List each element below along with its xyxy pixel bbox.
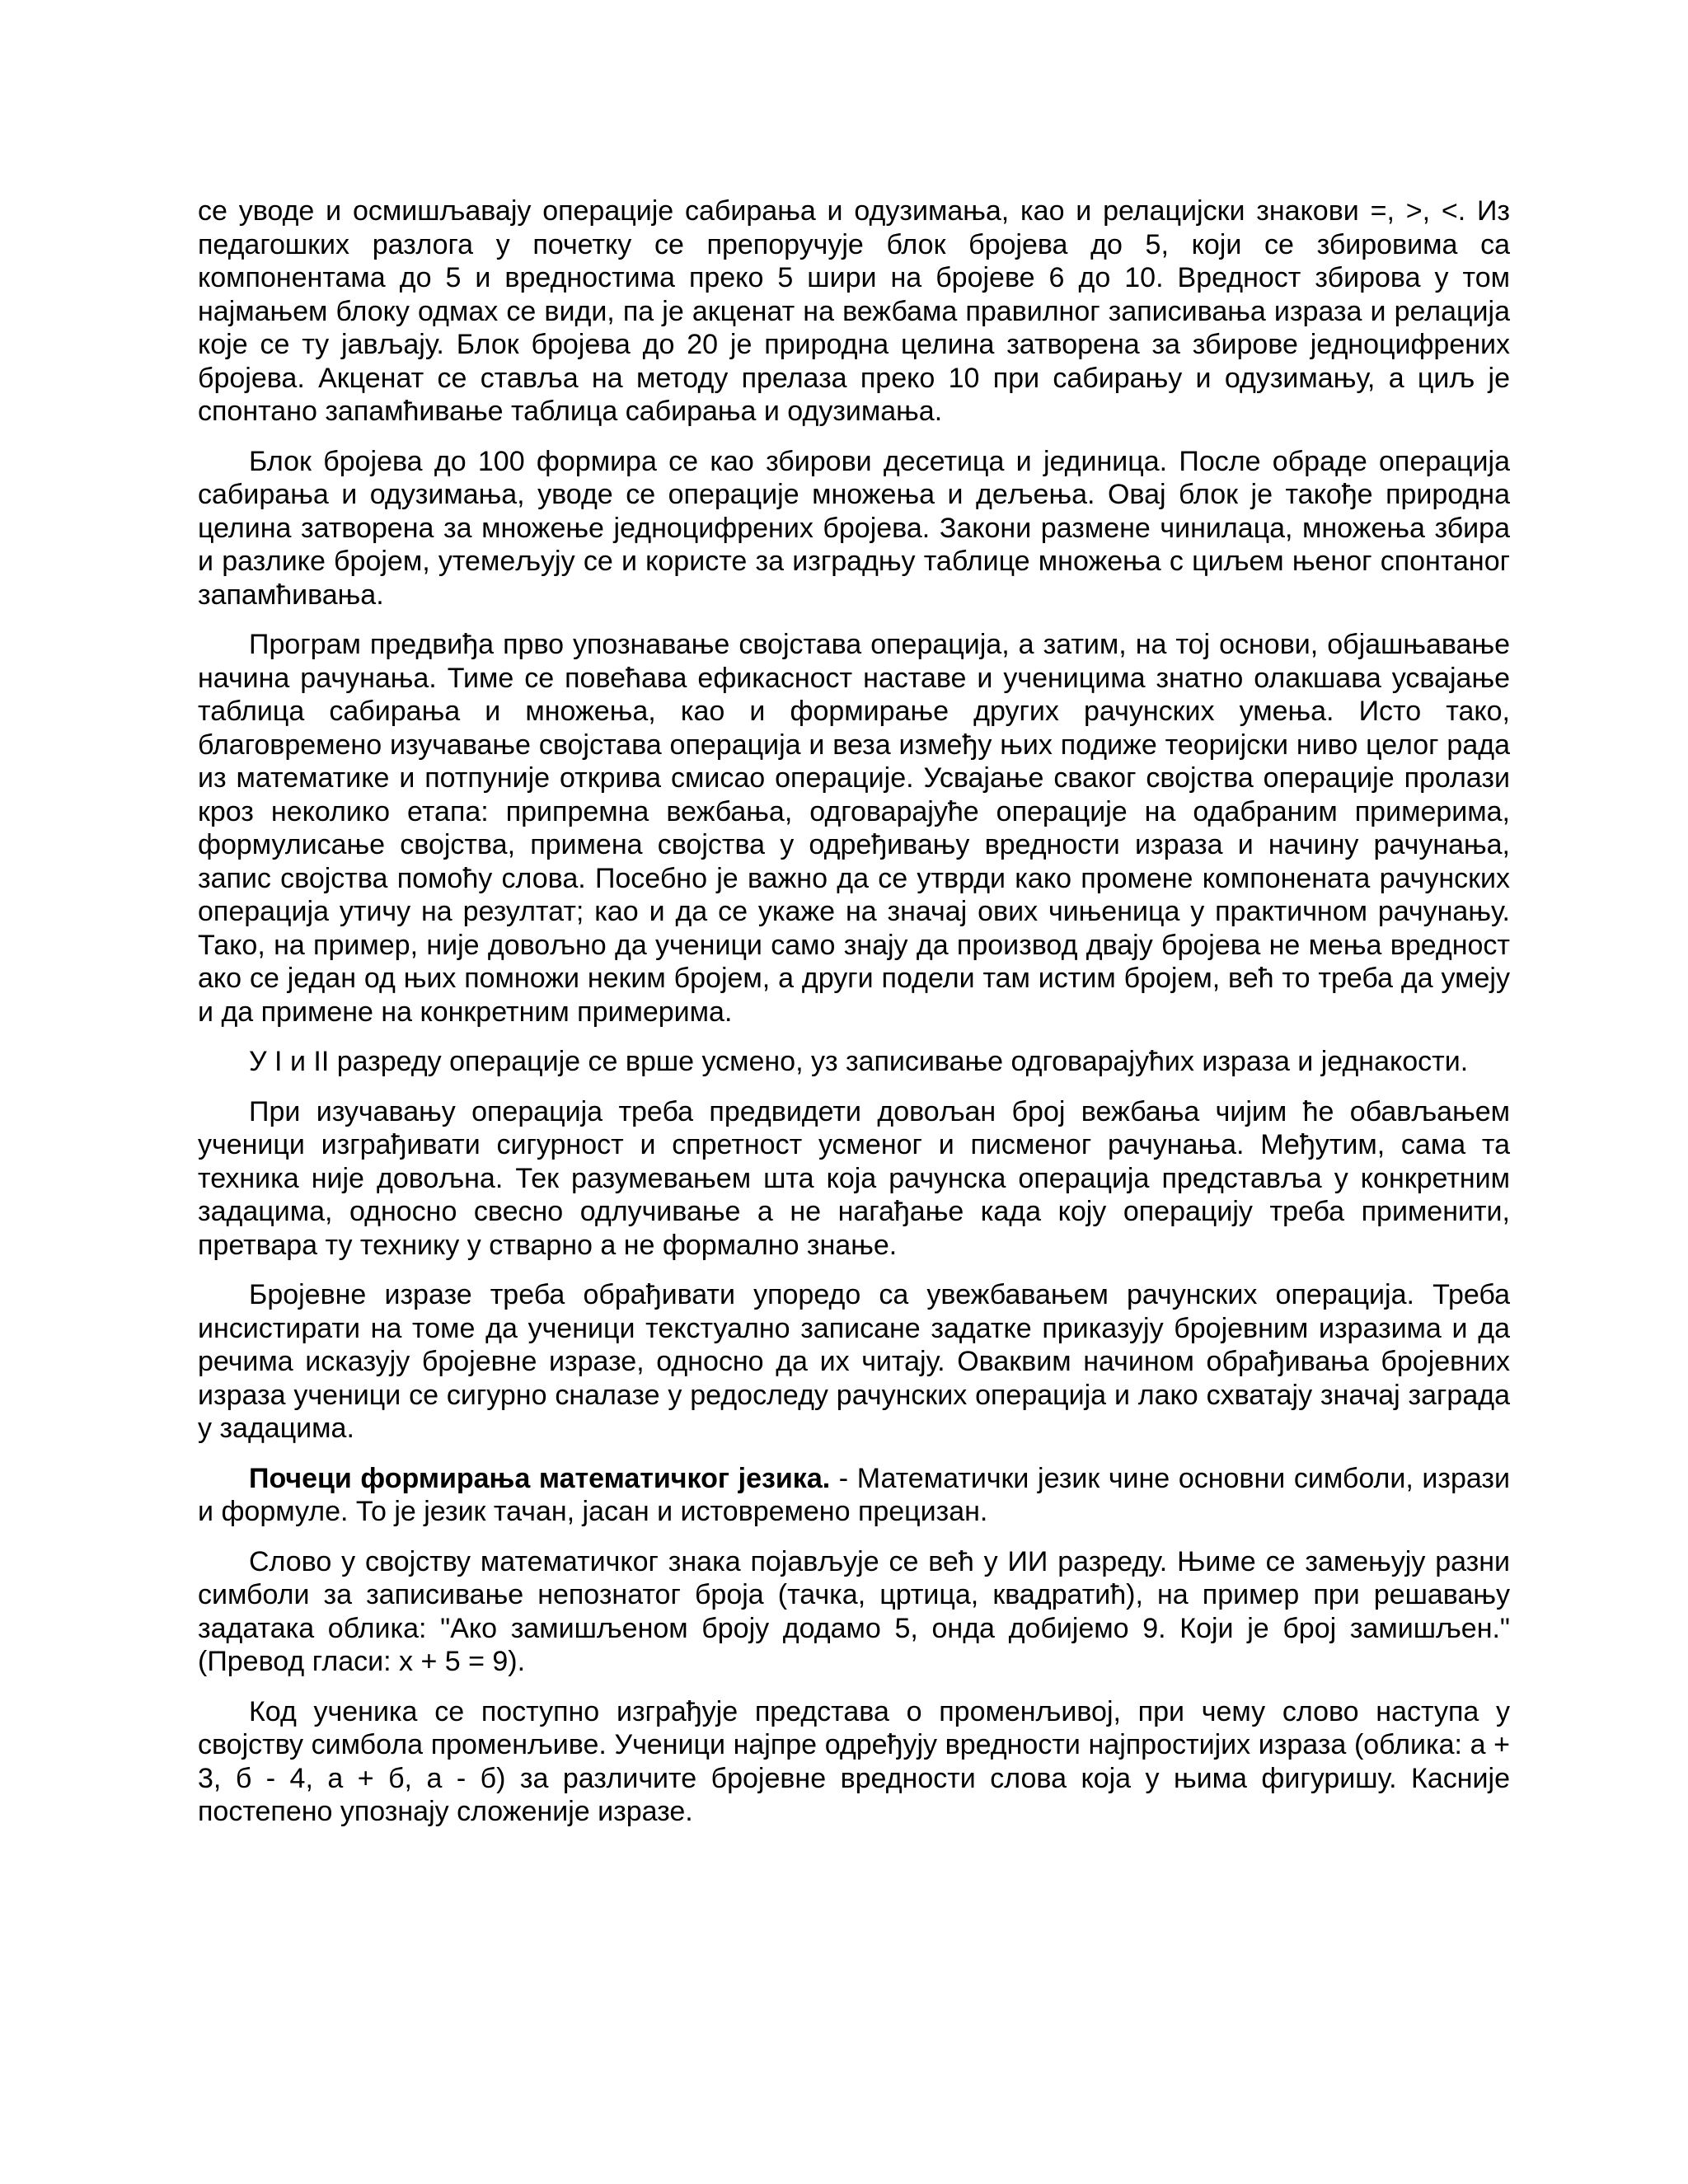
- paragraph-block-100: [198, 445, 1510, 612]
- paragraph-letter-symbol: [198, 1545, 1510, 1679]
- paragraph-text: При изучавању операција треба предвидети довољан број вежбања чијим ће обављањем ученици изграђивати сигурност и спретност усменог и писменог рачунања. Међутим, сама та техника није довољна. Тек разумевањем шта која рачунска операција представља у конкретним задацима, односно свесно одлучивање а не нагађање када коју операцију треба применити, претвара ту технику у стварно а не формално знање.: [198, 1095, 1510, 1261]
- paragraph-exercises: [198, 1095, 1510, 1263]
- document-body: [198, 194, 1510, 1845]
- paragraph-program-properties: [198, 628, 1510, 1029]
- paragraph-text: Блок бројева до 100 формира се као збирови десетица и јединица. После обраде операција сабирања и одузимања, уводе се операције множења и дељења. Овај блок је такође природна целина затворена за множење једноцифрених бројева. Закони размене чинилаца, множења збира и разлике бројем, утемељују се и користе за изградњу таблице множења с циљем њеног спонтаног запамћивања.: [198, 445, 1510, 611]
- paragraph-text: Код ученика се поступно изграђује представа о променљивој, при чему слово наступа у својству симбола променљиве. Ученици најпре одређују вредности најпростијих израза (облика: а + 3, б - 4, а + б, а - б) за различите бројевне вредности слова која у њима фигуришу. Касније постепено упознају сложеније изразе.: [198, 1695, 1510, 1827]
- paragraph-text: Програм предвиђа прво упознавање својстава операција, а затим, на тој основи, објашњавање начина рачунања. Тиме се повећава ефикасност наставе и ученицима знатно олакшава усвајање таблица сабирања и множења, као и формирање других рачунских умења. Исто тако, благовремено изучавање својстава операција и веза између њих подиже теоријски ниво целог рада из математике и потпуније открива смисао операције. Усвајање сваког својства операције пролази кроз неколико етапа: припремна вежбања, одговарајуће операције на одабраним примерима, формулисање својства, примена својства у одређивању вредности израза и начину рачунања, запис својства помоћу слова. Посебно је важно да се утврди како промене компонената рачунских операција утичу на резултат; као и да се укаже на значај ових чињеница у практичном рачунању. Тако, на пример, није довољно да ученици само знају да производ двају бројева не мења вредност ако се један од њих помножи неким бројем, а други подели там истим бројем, већ то треба да умеју и да примене на конкретним примерима.: [198, 629, 1510, 1028]
- paragraph-math-language: [198, 1462, 1510, 1529]
- paragraph-oral-operations: [198, 1045, 1510, 1079]
- paragraph-text: У I и II разреду операције се врше усмено, уз записивање одговарајућих израза и једнакости.: [249, 1046, 1469, 1077]
- paragraph-text: Слово у својству математичког знака појављује се већ у ИИ разреду. Њиме се замењују разни симболи за записивање непознатог броја (тачка, цртица, квадратић), на пример при решавању задатака облика: "Ако замишљеном броју додамо 5, онда добијемо 9. Који је број замишљен." (Превод гласи: x + 5 = 9).: [198, 1545, 1510, 1677]
- paragraph-text: Бројевне изразе треба обрађивати упоредо са увежбавањем рачунских операција. Треба инсистирати на томе да ученици текстуално записане задатке приказују бројевним изразима и да речима исказују бројевне изразе, односно да их читају. Оваквим начином обрађивања бројевних израза ученици се сигурно сналазе у редоследу рачунских операција и лако схватају значај заграда у задацима.: [198, 1279, 1510, 1444]
- paragraph-operations-intro: [198, 194, 1510, 429]
- paragraph-number-expressions: [198, 1278, 1510, 1446]
- paragraph-text: - Математички језик чине основни симболи, изрази и формуле. То је језик тачан, јасан и истовремено прецизан.: [198, 1462, 1510, 1527]
- paragraph-text: се уводе и осмишљавају операције сабирања и одузимања, као и релацијски знакови =, >, <. Из педагошких разлога у почетку се препоручује блок бројева до 5, који се збировима са компонентама до 5 и вредностима преко 5 шири на бројеве 6 до 10. Вредност збирова у том најмањем блоку одмах се види, па је акценат на вежбама правилног записивања израза и релација које се ту јављају. Блок бројева до 20 је природна целина затворена за збирове једноцифрених бројева. Акценат се ставља на методу прелаза преко 10 при сабирању и одузимању, а циљ је спонтано запамћивање таблица сабирања и одузимања.: [198, 195, 1510, 427]
- paragraph-variable: [198, 1695, 1510, 1829]
- section-heading: Почеци формирања математичког језика.: [249, 1462, 831, 1494]
